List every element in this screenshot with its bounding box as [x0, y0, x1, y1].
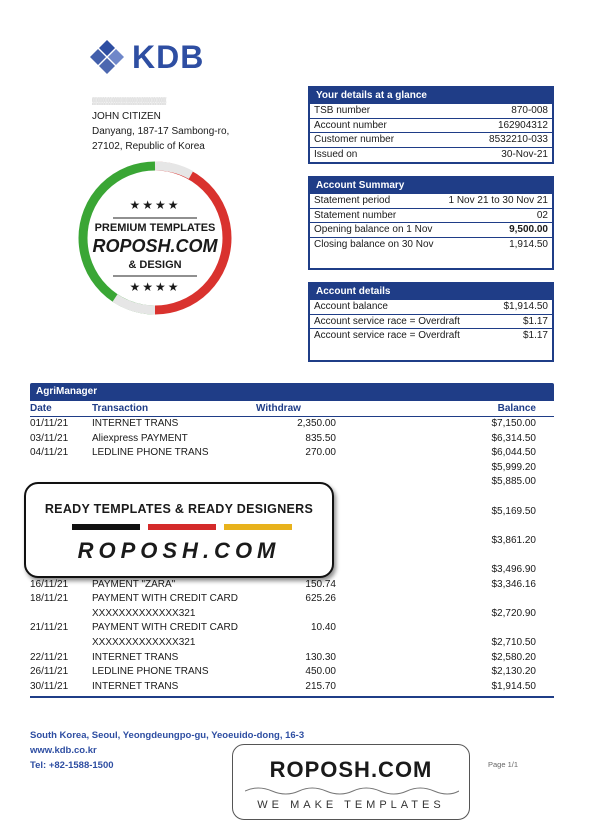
col-transaction: Transaction: [92, 403, 149, 414]
row-label: Account service race = Overdraft: [314, 330, 460, 341]
cell-balance: $2,720.90: [491, 607, 536, 619]
yellow-bar: [224, 524, 292, 530]
row-label: Opening balance on 1 Nov: [314, 224, 433, 235]
overlay-banner: [24, 482, 334, 578]
cell-transaction: PAYMENT WITH CREDIT CARD: [92, 622, 238, 634]
bottom-watermark: [232, 744, 470, 820]
row-value: 1,914.50: [509, 238, 548, 250]
summary-row: [310, 209, 552, 224]
table-title: AgriManager: [30, 383, 554, 401]
watermark-stamp: [75, 158, 235, 318]
table-row: [30, 461, 554, 476]
details-row: [310, 119, 552, 134]
col-balance: Balance: [497, 403, 536, 414]
details-row: [310, 133, 552, 148]
cell-transaction: PAYMENT "ZARA": [92, 578, 176, 590]
row-label: Issued on: [314, 148, 358, 160]
table-row: [30, 665, 554, 680]
table-row: [30, 621, 554, 636]
account-details-box: [308, 282, 554, 362]
cell-transaction: LEDLINE PHONE TRANS: [92, 666, 209, 678]
cell-balance: $6,314.50: [491, 432, 536, 444]
kdb-logo-icon: [88, 38, 126, 76]
row-value: 02: [536, 209, 548, 221]
row-value: 162904312: [497, 119, 548, 131]
cell-date: 26/11/21: [30, 666, 69, 678]
cell-balance: $1,914.50: [491, 680, 536, 692]
address-line-1: Danyang, 187-17 Sambong-ro,: [92, 126, 230, 137]
cell-transaction: INTERNET TRANS: [92, 680, 179, 692]
blurred-line: ▒▒▒▒▒▒▒▒▒▒▒▒▒▒▒: [92, 98, 167, 105]
footer-tel: Tel: +82-1588-1500: [30, 760, 114, 771]
account-row: [310, 315, 552, 330]
address-line-2: 27102, Republic of Korea: [92, 141, 205, 152]
cell-balance: $2,130.20: [491, 666, 536, 678]
table-row: [30, 680, 554, 695]
cell-withdraw: 215.70: [305, 680, 336, 692]
cell-withdraw: 450.00: [305, 666, 336, 678]
row-value: 9,500.00: [509, 224, 548, 235]
cell-balance: $2,580.20: [491, 651, 536, 663]
cell-withdraw: 625.26: [305, 593, 336, 605]
cell-withdraw: 150.74: [305, 578, 336, 590]
cell-transaction: XXXXXXXXXXXXX321: [92, 607, 196, 619]
brand-name: KDB: [132, 38, 205, 75]
cell-withdraw: 270.00: [305, 447, 336, 459]
table-row: [30, 578, 554, 593]
row-label: TSB number: [314, 105, 371, 116]
banner-line-1: READY TEMPLATES & READY DESIGNERS: [44, 502, 314, 516]
table-row: [30, 651, 554, 666]
row-label: Account balance: [314, 301, 388, 312]
summary-box: [308, 176, 554, 270]
cell-transaction: XXXXXXXXXXXXX321: [92, 636, 196, 648]
row-label: Closing balance on 30 Nov: [314, 238, 434, 250]
cell-transaction: LEDLINE PHONE TRANS: [92, 447, 209, 459]
details-title: Your details at a glance: [310, 88, 552, 104]
banner-color-bars: [72, 524, 292, 530]
wave-icon: [245, 785, 459, 797]
cell-withdraw: 10.40: [310, 622, 336, 634]
row-label: Statement period: [314, 195, 391, 206]
account-row: [310, 329, 552, 344]
row-value: 8532210-033: [489, 134, 548, 145]
table-bottom-rule: [30, 696, 554, 698]
bank-logo: [88, 38, 204, 76]
table-row: [30, 592, 554, 607]
row-value: 870-008: [511, 105, 548, 116]
col-withdraw: Withdraw: [256, 403, 301, 414]
stamp-stars-top: ★★★★: [129, 198, 181, 212]
row-label: Customer number: [314, 134, 395, 145]
cell-date: 03/11/21: [30, 432, 69, 444]
row-value: 30-Nov-21: [501, 148, 548, 160]
banner-line-2: ROPOSH.COM: [77, 538, 281, 563]
cell-balance: $7,150.00: [491, 418, 536, 429]
col-date: Date: [30, 403, 52, 414]
row-value: 1 Nov 21 to 30 Nov 21: [448, 195, 548, 206]
row-label: Statement number: [314, 209, 397, 221]
table-row: [30, 432, 554, 447]
cell-transaction: PAYMENT WITH CREDIT CARD: [92, 593, 238, 605]
cell-balance: $6,044.50: [491, 447, 536, 459]
table-row: [30, 636, 554, 651]
cell-withdraw: 835.50: [305, 432, 336, 444]
details-box: [308, 86, 554, 164]
page-number: Page 1/1: [488, 760, 519, 769]
stamp-line-3: & DESIGN: [128, 259, 182, 271]
cell-withdraw: 2,350.00: [297, 418, 336, 429]
cell-balance: $5,999.20: [491, 461, 536, 473]
summary-title: Account Summary: [310, 178, 552, 194]
summary-row: [310, 238, 552, 253]
cell-balance: $3,496.90: [491, 563, 536, 575]
account-row: [310, 300, 552, 315]
customer-address: [92, 94, 229, 154]
summary-row: [310, 194, 552, 209]
black-bar: [72, 524, 140, 530]
row-value: $1.17: [522, 315, 548, 327]
cell-balance: $3,346.16: [491, 578, 536, 590]
cell-date: 16/11/21: [30, 578, 69, 590]
stamp-line-1: PREMIUM TEMPLATES: [94, 222, 216, 234]
red-bar: [148, 524, 216, 530]
cell-balance: $3,861.20: [491, 534, 536, 546]
cell-date: 04/11/21: [30, 447, 69, 459]
row-value: $1,914.50: [503, 301, 548, 312]
stamp-line-2: ROPOSH.COM: [92, 236, 218, 256]
footer-address: South Korea, Seoul, Yeongdeungpo-gu, Yeoeuido-dong, 16-3: [30, 730, 305, 741]
cell-transaction: Aliexpress PAYMENT: [92, 432, 188, 444]
row-label: Account service race = Overdraft: [314, 315, 460, 327]
cell-date: 21/11/21: [30, 622, 69, 634]
footer-website[interactable]: www.kdb.co.kr: [30, 745, 97, 756]
stamp-stars-bottom: ★★★★: [129, 280, 181, 294]
row-label: Account number: [314, 119, 387, 131]
table-row: [30, 607, 554, 622]
summary-row: [310, 223, 552, 238]
watermark-line-1: ROPOSH.COM: [269, 757, 433, 782]
cell-date: 18/11/21: [30, 593, 69, 605]
table-row: [30, 446, 554, 461]
account-details-title: Account details: [310, 284, 552, 300]
cell-date: 30/11/21: [30, 680, 69, 692]
cell-transaction: INTERNET TRANS: [92, 651, 179, 663]
cell-date: 01/11/21: [30, 418, 69, 429]
details-row: [310, 148, 552, 163]
cell-date: 22/11/21: [30, 651, 69, 663]
details-row: [310, 104, 552, 119]
cell-balance: $5,169.50: [491, 505, 536, 517]
row-value: $1.17: [522, 330, 548, 341]
cell-withdraw: 130.30: [305, 651, 336, 663]
cell-balance: $2,710.50: [491, 636, 536, 648]
table-row: [30, 417, 554, 432]
cell-balance: $5,885.00: [491, 476, 536, 488]
cell-transaction: INTERNET TRANS: [92, 418, 179, 429]
table-header-row: [30, 401, 554, 417]
customer-name: JOHN CITIZEN: [92, 111, 161, 122]
watermark-line-2: WE MAKE TEMPLATES: [257, 799, 445, 811]
